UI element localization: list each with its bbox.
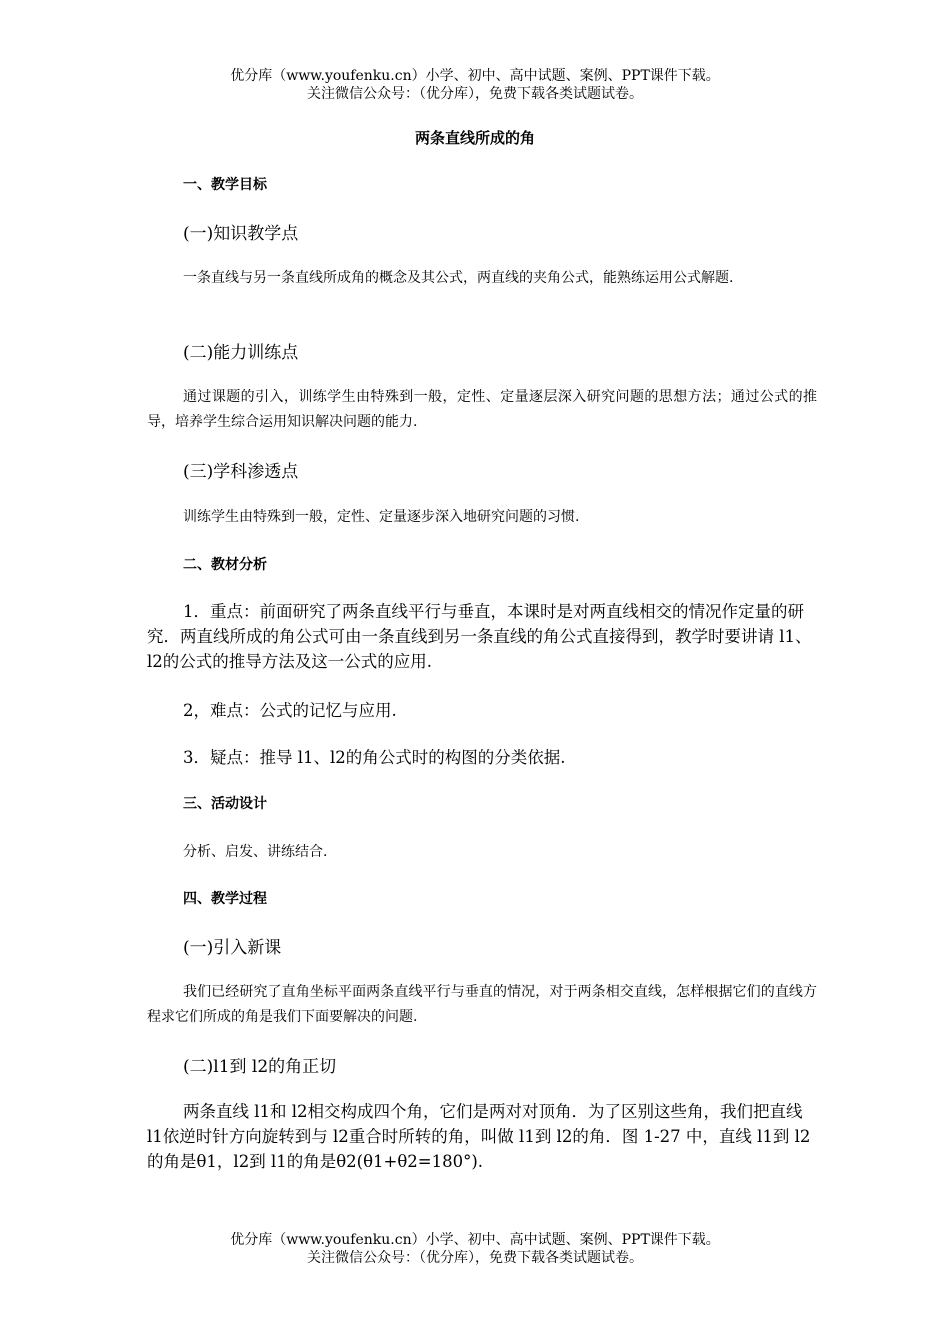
footer-line-2: 关注微信公众号：（优分库），免费下载各类试题试卷。 <box>307 1250 643 1266</box>
paragraph-discipline: 训练学生由特殊到一般，定性、定量逐步深入地研究问题的习惯. <box>183 509 580 525</box>
section-heading-analysis: 二、教材分析 <box>183 557 267 573</box>
section-heading-activity: 三、活动设计 <box>183 796 267 812</box>
subheading-angle-tangent: (二)l1到 l2的角正切 <box>183 1057 337 1077</box>
subheading-introduction: (一)引入新课 <box>183 938 282 958</box>
paragraph-ability: 通过课题的引入，训练学生由特殊到一般，定性、定量逐层深入研究问题的思想方法；通过公式的推导，培养学生综合运用知识解决问题的能力. <box>147 389 817 430</box>
subheading-discipline: (三)学科渗透点 <box>183 462 299 482</box>
section-heading-process: 四、教学过程 <box>183 891 267 907</box>
paragraph-angle-definition: 两条直线 l1和 l2相交构成四个角，它们是两对对顶角．为了区别这些角，我们把直线 l1依逆时针方向旋转到与 l2重合时所转的角，叫做 l1到 l2的角．图 1-27 中，直线 l1到 l2的角是θ1，l2到 l1的角是θ2(θ1+θ2=180°). <box>147 1102 811 1171</box>
subheading-ability: (二)能力训练点 <box>183 343 299 363</box>
paragraph-knowledge: 一条直线与另一条直线所成角的概念及其公式，两直线的夹角公式，能熟练运用公式解题. <box>183 270 734 286</box>
paragraph-activity: 分析、启发、讲练结合. <box>183 844 328 860</box>
paragraph-key-point: 1．重点：前面研究了两条直线平行与垂直，本课时是对两直线相交的情况作定量的研究．两直线所成的角公式可由一条直线到另一条直线的角公式直接得到，教学时要讲请 l1、l2的公式的推导方法及这一公式的应用. <box>147 602 812 671</box>
paragraph-doubt: 3．疑点：推导 l1、l2的角公式时的构图的分类依据. <box>183 748 566 767</box>
section-heading-goals: 一、教学目标 <box>183 177 267 193</box>
document-title: 两条直线所成的角 <box>414 129 535 147</box>
paragraph-difficulty: 2，难点：公式的记忆与应用. <box>183 701 397 720</box>
header-line-1: 优分库（www.youfenku.cn）小学、初中、高中试题、案例、PPT课件下载。 <box>230 68 720 84</box>
subheading-knowledge: (一)知识教学点 <box>183 224 299 244</box>
footer-line-1: 优分库（www.youfenku.cn）小学、初中、高中试题、案例、PPT课件下载。 <box>230 1232 720 1248</box>
paragraph-introduction: 我们已经研究了直角坐标平面两条直线平行与垂直的情况，对于两条相交直线，怎样根据它们的直线方程求它们所成的角是我们下面要解决的问题. <box>147 984 817 1025</box>
header-line-2: 关注微信公众号：（优分库），免费下载各类试题试卷。 <box>307 86 643 102</box>
